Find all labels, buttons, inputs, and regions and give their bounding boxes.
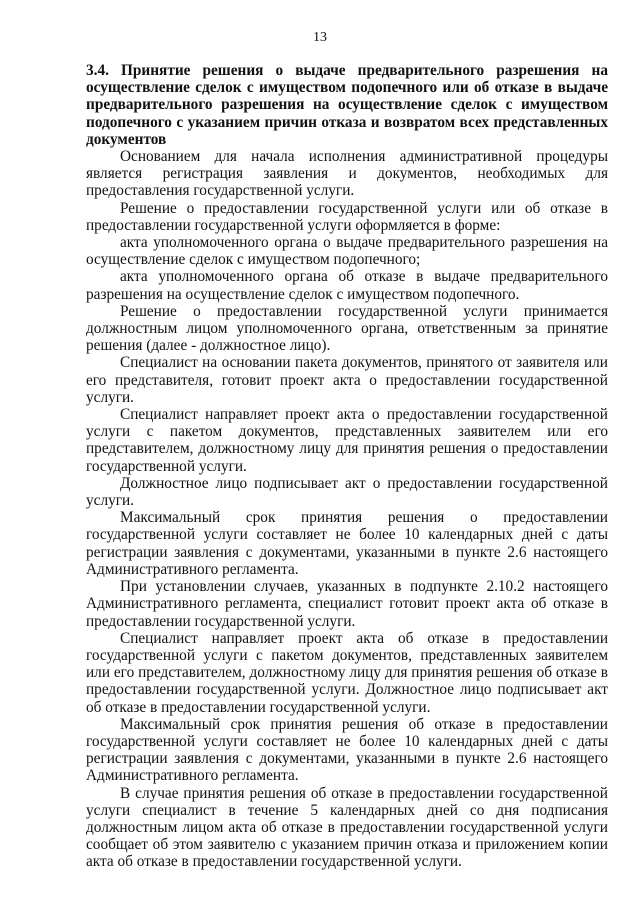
paragraph: В случае принятия решения об отказе в предоставлении государственной услуги специалист в течение 5 календарных дней со дня подписания должностным лицом акта об отказе в предоставлении государственной услуги сообщает об этом заявителю с указанием причин отказа и приложением копии акта об отказе в предоставлении государственной услуги.: [86, 784, 608, 871]
paragraph: Специалист на основании пакета документов, принятого от заявителя или его представителя, готовит проект акта о предоставлении государственной услуги.: [86, 354, 608, 406]
paragraph: Должностное лицо подписывает акт о предоставлении государственной услуги.: [86, 474, 608, 510]
paragraph: акта уполномоченного органа о выдаче предварительного разрешения на осуществление сделок с имуществом подопечного;: [86, 234, 608, 269]
paragraph: Максимальный срок принятия решения об отказе в предоставлении государственной услуги составляет не более 10 календарных дней с даты регистрации заявления с документами, указанными в пункте 2.6 настоящего Административного регламента.: [86, 715, 608, 785]
page-number: 13: [313, 30, 327, 45]
section-heading: 3.4. Принятие решения о выдаче предварительного разрешения на осуществление сделок с имуществом подопечного или об отказе в выдаче предварительного разрешения на осуществление сделок с имуществом подопечного с указанием причин отказа и возвратом всех представленных документов: [86, 62, 608, 148]
paragraph: Максимальный срок принятия решения о предоставлении государственной услуги составляет не более 10 календарных дней с даты регистрации заявления с документами, указанными в пункте 2.6 настоящего Административного регламента.: [86, 509, 608, 578]
paragraph: Специалист направляет проект акта об отказе в предоставлении государственной услуги с пакетом документов, представленных заявителем или его представителем, должностному лицу для принятия решения об отказе в предоставлении государственной услуги. Должностное лицо подписывает акт об отказе в предоставлении государственной услуги.: [86, 629, 608, 716]
paragraph: Специалист направляет проект акта о предоставлении государственной услуги с пакетом документов, представленных заявителем или его представителем, должностному лицу для принятия решения о предоставлении государственной услуги.: [86, 406, 608, 475]
paragraph: Решение о предоставлении государственной услуги принимается должностным лицом уполномоченного органа, ответственным за принятие решения (далее - должностное лицо).: [86, 302, 608, 355]
paragraph: При установлении случаев, указанных в подпункте 2.10.2 настоящего Административного регламента, специалист готовит проект акта об отказе в предоставлении государственной услуги.: [86, 578, 608, 630]
paragraph: акта уполномоченного органа об отказе в выдаче предварительного разрешения на осуществление сделок с имуществом подопечного.: [86, 268, 608, 303]
document-body: [86, 62, 608, 871]
paragraph: Решение о предоставлении государственной услуги или об отказе в предоставлении государственной услуги оформляется в форме:: [86, 199, 608, 234]
paragraph: Основанием для начала исполнения административной процедуры является регистрация заявления и документов, необходимых для предоставления государственной услуги.: [86, 148, 608, 200]
